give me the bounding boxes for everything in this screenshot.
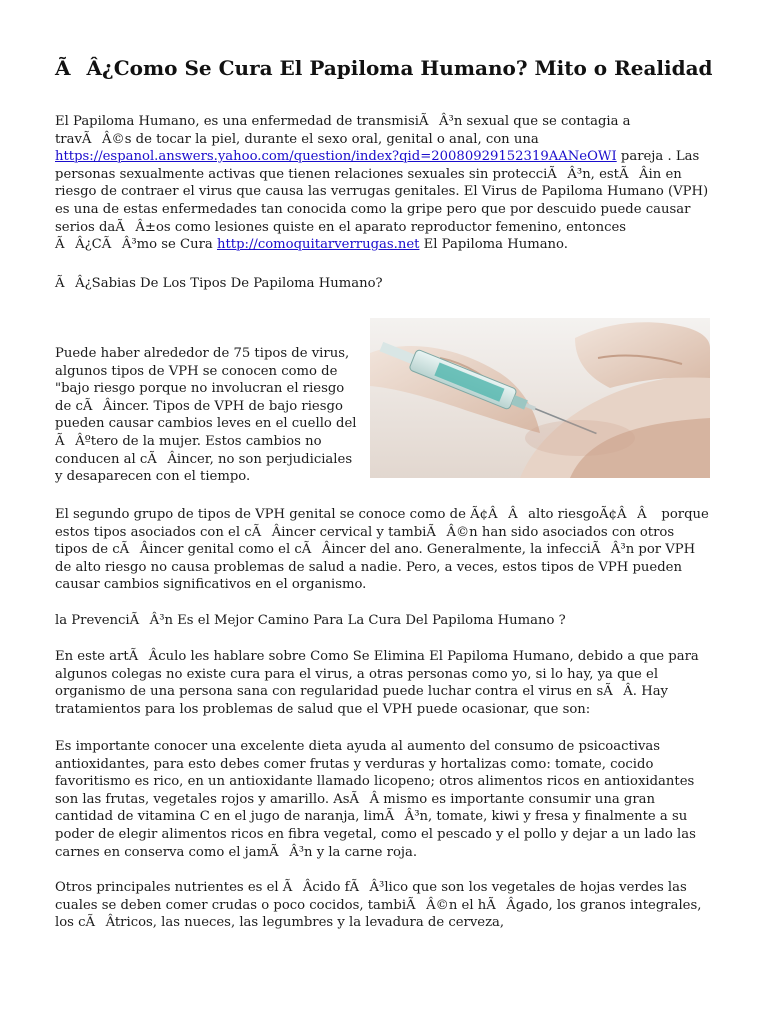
types-paragraph: Puede haber alrededor de 75 tipos de virus, algunos tipos de VPH se conocen como de "bajo riesgo porque no involucran el riesgo de cÃÂincer. Tipos de VPH de bajo riesgo pueden causar cambios leves en el cuello del ÃÂºtero de la mujer. Estos cambios no conducen al cÃÂincer, no son perjudiciales y desaparecen con el tiempo. [55, 346, 357, 485]
intro-text-1: El Papiloma Humano, es una enfermedad de transmisiÃÂ³n sexual que se contagia a travÃÂ©s de tocar la piel, durante el sexo oral, genital o anal, con una [55, 114, 631, 147]
section-heading-prevention: la PrevenciÃÂ³n Es el Mejor Camino Para La Cura Del Papiloma Humano ? [55, 613, 566, 628]
nutrients-paragraph: Otros principales nutrientes es el ÃÂcido fÃÂ³lico que son los vegetales de hojas verdes las cuales se deben comer crudas o poco cocidos, tambiÃÂ©n el hÃÂgado, los granos integrales, los cÃÂtricos, las nueces, las legumbres y la levadura de cerveza, [55, 880, 702, 931]
intro-paragraph [55, 113, 710, 254]
intro-text-2: pareja . Las personas sexualmente activas que tienen relaciones sexuales sin protecciÃÂ³n, estÃÂin en riesgo de contraer el virus que causa las verrugas genitales. El Virus de Papiloma Humano (VPH) es una de estas enfermedades tan conocida como la gripe pero que por descuido puede causar serios daÃÂ±os como lesiones quiste en el aparato reproductor femenino, entonces ÃÂ¿CÃÂ³mo se Cura [55, 149, 709, 253]
yahoo-answers-link[interactable]: https://espanol.answers.yahoo.com/question/index?qid=20080929152319AANeOWI [55, 149, 617, 165]
comoquitarverrugas-link[interactable]: http://comoquitarverrugas.net [216, 237, 420, 253]
intro-text-3: El Papiloma Humano. [419, 237, 568, 253]
article-paragraph: En este artÃÂculo les hablare sobre Como Se Elimina El Papiloma Humano, debido a que para algunos colegas no existe cura para el virus, a otras personas como yo, si lo hay, ya que el organismo de una persona sana con regularidad puede luchar contra el virus en sÃÂ. Hay tratamientos para los problemas de salud que el VPH puede ocasionar, que son: [55, 649, 699, 717]
syringe-injection-illustration [370, 318, 710, 478]
diet-paragraph: Es importante conocer una excelente dieta ayuda al aumento del consumo de psicoactivas antioxidantes, para esto debes comer frutas y verduras y hortalizas como: tomate, cocido favoritismo es rico, en un antioxidante llamado licopeno; otros alimentos ricos en antioxidantes son las frutas, vegetales rojos y amarillo. AsÃÂ mismo es importante consumir una gran cantidad de vitamina C en el jugo de naranja, limÃÂ³n, tomate, kiwi y fresa y finalmente a su poder de elegir alimentos ricos en fibra vegetal, como el pescado y el pollo y dejar a un lado las carnes en conserva como el jamÃÂ³n y la carne roja. [55, 739, 696, 860]
injection-photo [370, 318, 710, 478]
section-heading-types: ÃÂ¿Sabias De Los Tipos De Papiloma Humano? [55, 276, 383, 291]
high-risk-paragraph: El segundo grupo de tipos de VPH genital se conoce como de Ã¢ÂÂalto riesgoÃ¢ÂÂ porque estos tipos asociados con el cÃÂincer cervical y tambiÃÂ©n han sido asociados con otros tipos de cÃÂincer genital como el cÃÂincer del ano. Generalmente, la infecciÃÂ³n por VPH de alto riesgo no causa problemas de salud a nadie. Pero, a veces, estos tipos de VPH pueden causar cambios significativos en el organismo. [55, 507, 709, 593]
page-title: ÃÂ¿Como Se Cura El Papiloma Humano? Mito o Realidad [55, 56, 713, 80]
